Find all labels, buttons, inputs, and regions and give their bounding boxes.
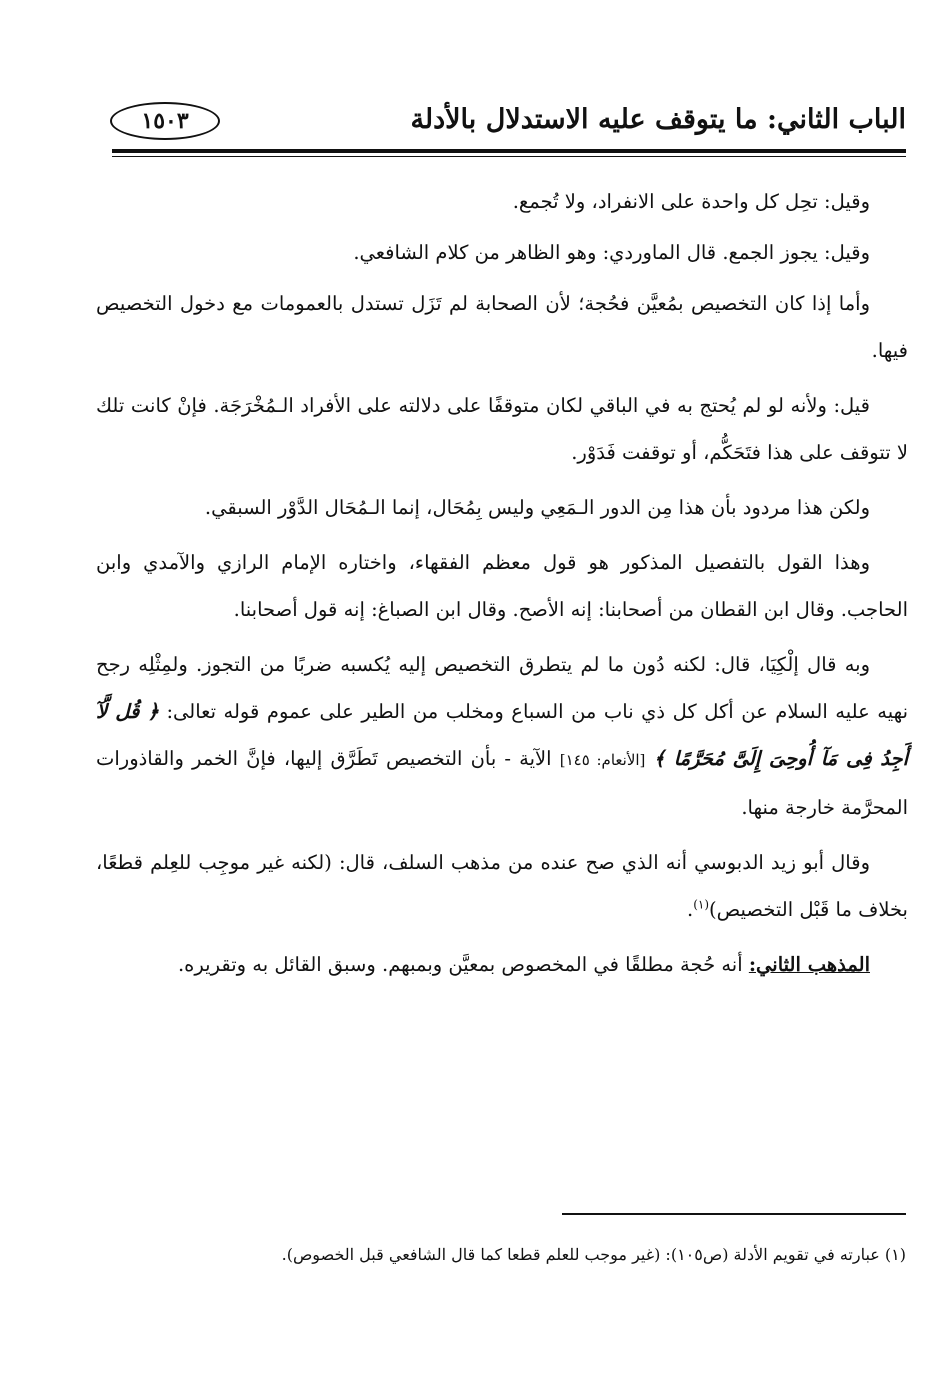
verse-reference: [الأنعام: ١٤٥] — [559, 751, 646, 769]
section-label: المذهب الثاني: — [748, 953, 870, 976]
page-number: ١٥٠٣ — [141, 108, 189, 134]
header-rule-thick — [112, 149, 906, 153]
paragraph: وقيل: يجوز الجمع. قال الماوردي: وهو الظاهر من كلام الشافعي. — [353, 241, 870, 264]
paragraph — [96, 641, 908, 831]
main-text — [96, 178, 908, 996]
footnote: (١) عبارته في تقويم الأدلة (ص١٠٥): (غير موجب للعلم قطعا كما قال الشافعي قبل الخصوص). — [281, 1245, 906, 1264]
paragraph-text: الآية - بأن التخصيص تَطَرَّق إليها، فإنَّ الخمر والقاذورات المحرَّمة خارجة منها. — [96, 747, 908, 819]
paragraph: ولكن هذا مردود بأن هذا مِن الدور الـمَعِي وليس بِمُحَال، إنما الـمُحَال الدَّوْر السبقي. — [204, 496, 870, 519]
paragraph-text: وبه قال إلْكِيَا، قال: لكنه دُون ما لم يتطرق التخصيص إليه يُكسبه ضربًا من التجوز. ولمِثْلِه رجح نهيه عليه السلام عن أكل كل ذي ناب من السباع ومخلب من الطير على عموم قوله تعالى: — [96, 653, 908, 723]
paragraph-text: وقال أبو زيد الدبوسي أنه الذي صح عنده من مذهب السلف، قال: (لكنه غير موجِب للعِلم قطعًا، بخلاف ما قَبْل التخصيص) — [96, 851, 908, 921]
footnote-separator — [562, 1213, 906, 1215]
paragraph-text: أنه حُجة مطلقًا في المخصوص بمعيَّن وبمبهم. وسبق القائل به وتقريره. — [177, 953, 743, 976]
page-header — [110, 96, 906, 146]
page-number-frame — [110, 102, 220, 140]
paragraph: وقال أبو زيد الدبوسي أنه الذي صح عنده من مذهب السلف، قال: (لكنه غير موجِب للعِلم قطعًا، بخلاف ما قَبْل التخصيص)$^{(١)}$. — [96, 851, 908, 921]
header-rule-thin — [112, 156, 906, 157]
paragraph: وقيل: تحِل كل واحدة على الانفراد، ولا تُجمع. — [512, 190, 870, 213]
quran-verse: ﴿ قُل لَّآ أَجِدُ فِى مَآ أُوحِىَ إِلَىَّ مُحَرَّمًا ﴾ — [96, 700, 909, 770]
paragraph: قيل: ولأنه لو لم يُحتج به في الباقي لكان متوقفًا على دلالته على الأفراد الـمُخْرَجَة. فإنْ كانت تلك لا تتوقف على هذا فتَحَكُّم، أو توقفت فَدَوْر. — [96, 394, 908, 464]
paragraph: وأما إذا كان التخصيص بمُعيَّن فحُجة؛ لأن الصحابة لم تَزَل تستدل بالعمومات مع دخول التخصيص فيها. — [96, 292, 908, 362]
footnote-marker: (١) — [693, 897, 710, 912]
paragraph: وهذا القول بالتفصيل المذكور هو قول معظم الفقهاء، واختاره الإمام الرازي والآمدي وابن الحاجب. وقال ابن القطان من أصحابنا: إنه الأصح. وقال ابن الصباغ: إنه قول أصحابنا. — [96, 551, 908, 621]
chapter-title: الباب الثاني: ما يتوقف عليه الاستدلال بالأدلة — [410, 104, 906, 135]
paragraph — [96, 941, 908, 988]
